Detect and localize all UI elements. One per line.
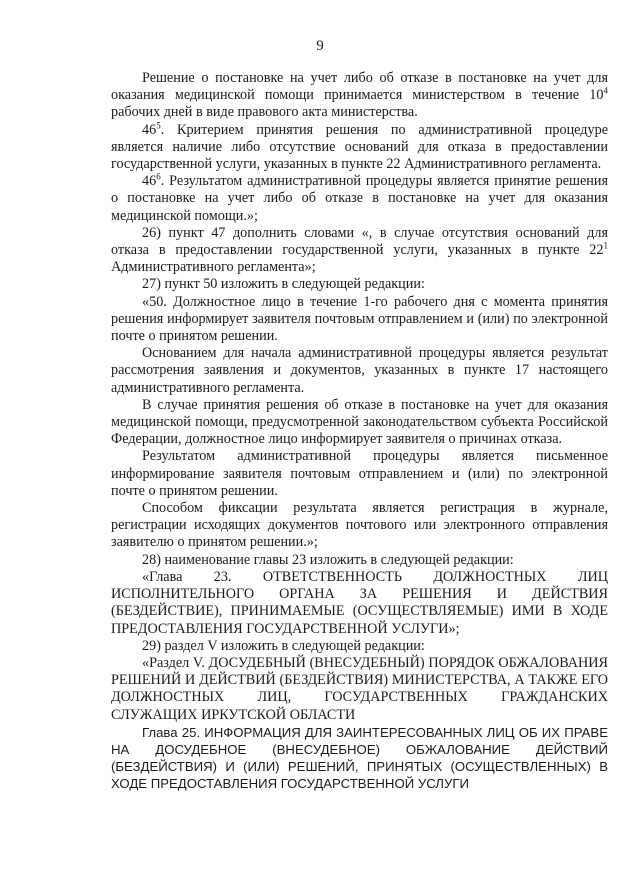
paragraph-46-5: $46^5$. Критерием принятия решения по административной процедуре является наличие либо отсутствие оснований для отказа в предоставлении государственной услуги, указанных в пункте 22 Административного регламента. <box>111 119 608 173</box>
chapter-23-heading: «Глава 23. ОТВЕТСТВЕННОСТЬ ДОЛЖНОСТНЫХ ЛИЦ ИСПОЛНИТЕЛЬНОГО ОРГАНА ЗА РЕШЕНИЯ И ДЕЙСТВИЯ (БЕЗДЕЙСТВИЕ), ПРИНИМАЕМЫЕ (ОСУЩЕСТВЛЯЕМЫЕ) ИМИ В ХОДЕ ПРЕДОСТАВЛЕНИЯ ГОСУДАРСТВЕННОЙ УСЛУГИ»; <box>111 568 608 637</box>
paragraph-decision-term: Решение о постановке на учет либо об отказе в постановке на учет для оказания медицинской помощи принимается министерством в течение $10^4$ рабочих дней в виде правового акта министерства. <box>111 70 608 121</box>
document-body <box>111 70 608 793</box>
paragraph-result: Результатом административной процедуры является письменное информирование заявителя почтовым отправлением и (или) по электронной почте о принятом решении. <box>111 448 608 499</box>
paragraph-grounds: Основанием для начала административной процедуры является результат рассмотрения заявления и документов, указанных в пункте 17 настоящего административного регламента. <box>111 345 608 396</box>
paragraph-item-29: 29) раздел V изложить в следующей редакции: <box>142 637 425 654</box>
paragraph-item-27: 27) пункт 50 изложить в следующей редакции: <box>142 276 425 293</box>
chapter-25-heading: Глава 25. ИНФОРМАЦИЯ ДЛЯ ЗАИНТЕРЕСОВАННЫХ ЛИЦ ОБ ИХ ПРАВЕ НА ДОСУДЕБНОЕ (ВНЕСУДЕБНОЕ) ОБЖАЛОВАНИЕ ДЕЙСТВИЙ (БЕЗДЕЙСТВИЯ) И (ИЛИ) РЕШЕНИЙ, ПРИНЯТЫХ (ОСУЩЕСТВЛЕННЫХ) В ХОДЕ ПРЕДОСТАВЛЕНИЯ ГОСУДАРСТВЕННОЙ УСЛУГИ <box>111 724 608 792</box>
paragraph-46-6: $46^6$. Результатом административной процедуры является принятие решения о постановке на учет либо об отказе в постановке на учет для оказания медицинской помощи.»; <box>111 171 608 224</box>
paragraph-50: «50. Должностное лицо в течение 1-го рабочего дня с момента принятия решения информирует заявителя почтовым отправлением и (или) по электронной почте о принятом решении. <box>111 293 608 345</box>
paragraph-fixation: Способом фиксации результата является регистрация в журнале, регистрации исходящих документов почтового или электронного отправления заявителю о принятом решении.»; <box>111 500 608 551</box>
page-number: 9 <box>316 38 324 54</box>
paragraph-item-28: 28) наименование главы 23 изложить в следующей редакции: <box>142 551 514 568</box>
paragraph-refusal: В случае принятия решения об отказе в постановке на учет для оказания медицинской помощи, предусмотренной законодательством субъекта Российской Федерации, должностное лицо информирует заявителя о причинах отказа. <box>111 396 608 448</box>
section-v-heading: «Раздел V. ДОСУДЕБНЫЙ (ВНЕСУДЕБНЫЙ) ПОРЯДОК ОБЖАЛОВАНИЯ РЕШЕНИЙ И ДЕЙСТВИЙ (БЕЗДЕЙСТВИЯ) МИНИСТЕРСТВА, А ТАКЖЕ ЕГО ДОЛЖНОСТНЫХ ЛИЦ, ГОСУДАРСТВЕННЫХ ГРАЖДАНСКИХ СЛУЖАЩИХ ИРКУТСКОЙ ОБЛАСТИ <box>111 654 608 723</box>
paragraph-item-26: 26) пункт 47 дополнить словами «, в случае отсутствия оснований для отказа в предоставлении государственной услуги, указанных в пункте $22^1$ Административного регламента»; <box>111 224 608 276</box>
